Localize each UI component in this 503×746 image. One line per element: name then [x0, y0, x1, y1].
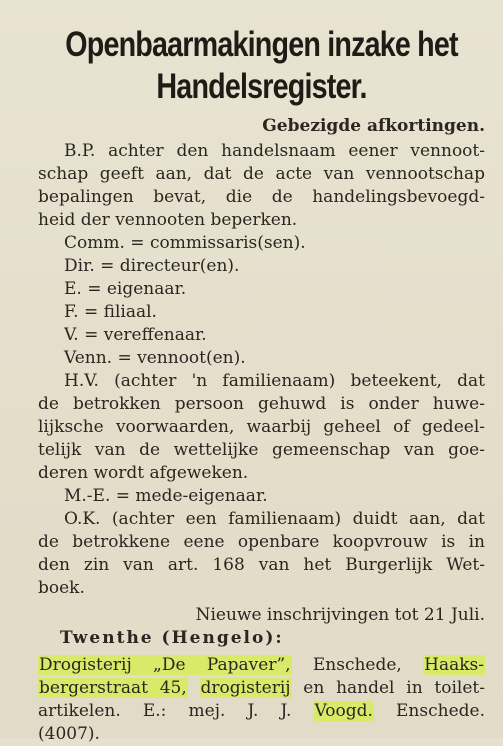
body-line: boek.: [38, 578, 85, 598]
abbreviations-heading: Gebezigde afkortingen.: [262, 116, 485, 136]
region-heading: Twenthe (Hengelo):: [60, 628, 284, 648]
entry-line-4: (4007).: [38, 724, 100, 744]
body-line: de betrokken persoon gehuwd is onder huwe-: [38, 394, 485, 414]
abbrev-e: E. = eigenaar.: [64, 279, 187, 299]
entry-line-2: [38, 677, 485, 700]
body-line: O.K. (achter een familienaam) duidt aan, dat: [64, 509, 485, 529]
entry-line-3: [38, 700, 485, 723]
abbrev-v: V. = vereffenaar.: [64, 325, 207, 345]
entry-text: [188, 678, 200, 698]
highlight-firm-name: Drogisterij „De Papaver”,: [39, 655, 291, 675]
entry-text: en handel in toilet-: [291, 678, 485, 698]
abbrev-venn: Venn. = vennoot(en).: [64, 348, 246, 368]
entry-text: Enschede.: [373, 701, 485, 721]
entry-text: Enschede,: [291, 655, 424, 675]
new-registrations-heading: Nieuwe inschrijvingen tot 21 Juli.: [195, 605, 485, 625]
body-line: bepalingen bevat, die de handelingsbevoegd-: [38, 187, 485, 207]
body-line: den zin van art. 168 van het Burgerlijk Wet-: [38, 555, 485, 575]
article-body: [38, 140, 485, 746]
highlight-owner: Voogd.: [314, 701, 373, 721]
body-line: telijk van de wettelijke gemeenschap van goe-: [38, 440, 485, 460]
body-line: H.V. (achter 'n familienaam) beteekent, dat: [64, 371, 485, 391]
entry-line-1: [38, 654, 485, 677]
body-line: schap geeft aan, dat de acte van vennootschap: [38, 164, 485, 184]
abbrev-dir: Dir. = directeur(en).: [64, 256, 240, 276]
headline: [54, 24, 470, 108]
body-line: B.P. achter den handelsnaam eener vennoot-: [64, 141, 485, 161]
highlight-street: Haaks-: [424, 655, 484, 675]
body-line: de betrokkene eene openbare koopvrouw is in: [38, 532, 485, 552]
highlight-address: bergerstraat 45,: [39, 678, 187, 698]
abbrev-f: F. = filiaal.: [64, 302, 157, 322]
highlight-trade: drogisterij: [200, 678, 291, 698]
headline-line-1: Openbaarmakingen inzake het: [65, 25, 458, 64]
body-line: heid der vennooten beperken.: [38, 210, 298, 230]
abbrev-me: M.-E. = mede-eigenaar.: [64, 486, 268, 506]
abbrev-comm: Comm. = commissaris(sen).: [64, 233, 306, 253]
entry-text: artikelen. E.: mej. J. J.: [38, 701, 314, 721]
body-line: lijksche voorwaarden, waarbij geheel of gedeel-: [38, 417, 485, 437]
body-line: deren wordt afgeweken.: [38, 463, 249, 483]
headline-line-2: Handelsregister.: [156, 67, 367, 106]
